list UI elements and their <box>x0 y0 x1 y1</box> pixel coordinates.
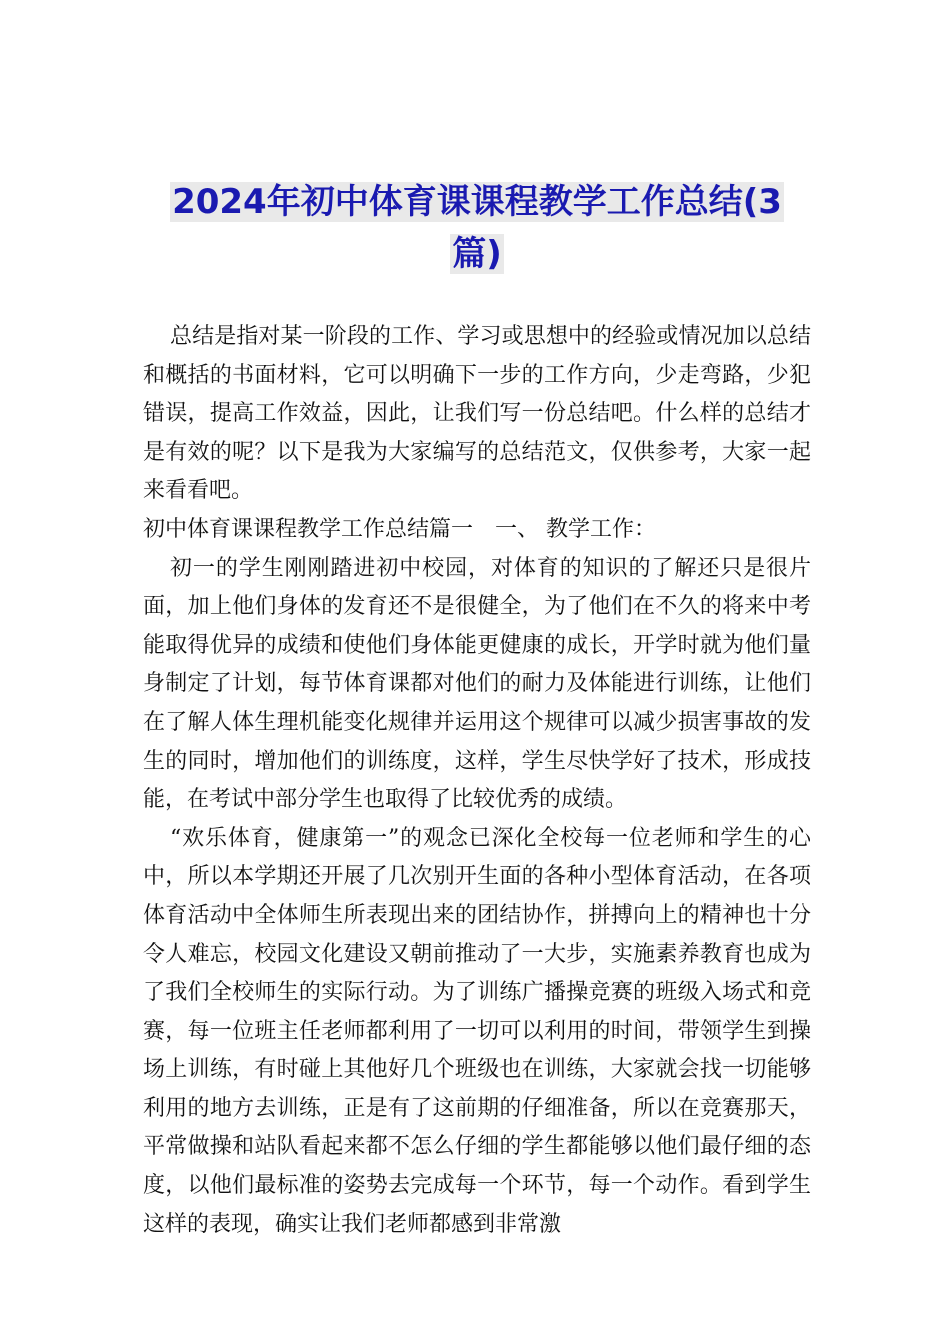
document-title <box>143 176 811 280</box>
intro-paragraph: 总结是指对某一阶段的工作、学习或思想中的经验或情况加以总结和概括的书面材料，它可以明确下一步的工作方向，少走弯路，少犯错误，提高工作效益，因此，让我们写一份总结吧。什么样的总结才是有效的呢？以下是我为大家编写的总结范文，仅供参考，大家一起来看看吧。 <box>143 324 811 504</box>
title-line-1: 2024年初中体育课课程教学工作总结(3 <box>172 182 782 222</box>
body-paragraph: “欢乐体育，健康第一”的观念已深化全校每一位老师和学生的心中，所以本学期还开展了几次别开生面的各种小型体育活动，在各项体育活动中全体师生所表现出来的团结协作，拼搏向上的精神也十分令人难忘，校园文化建设又朝前推动了一大步，实施素养教育也成为了我们全校师生的实际行动。为了训练广播操竞赛的班级入场式和竞赛，每一位班主任老师都利用了一切可以利用的时间，带领学生到操场上训练，有时碰上其他好几个班级也在训练，大家就会找一切能够利用的地方去训练，正是有了这前期的仔细准备，所以在竞赛那天，平常做操和站队看起来都不怎么仔细的学生都能够以他们最仔细的态度，以他们最标准的姿势去完成每一个环节，每一个动作。看到学生这样的表现，确实让我们老师都感到非常激 <box>143 825 811 1237</box>
title-line-2: 篇) <box>452 234 502 274</box>
section-heading: 初中体育课课程教学工作总结篇一 一、 教学工作： <box>143 516 656 542</box>
body-paragraph: 初一的学生刚刚踏进初中校园，对体育的知识的了解还只是很片面，加上他们身体的发育还不是很健全，为了他们在不久的将来中考能取得优异的成绩和使他们身体能更健康的成长，开学时就为他们量身制定了计划，每节体育课都对他们的耐力及体能进行训练，让他们在了解人体生理机能变化规律并运用这个规律可以减少损害事故的发生的同时，增加他们的训练度，这样，学生尽快学好了技术，形成技能，在考试中部分学生也取得了比较优秀的成绩。 <box>143 555 811 813</box>
document-body <box>143 318 811 1244</box>
